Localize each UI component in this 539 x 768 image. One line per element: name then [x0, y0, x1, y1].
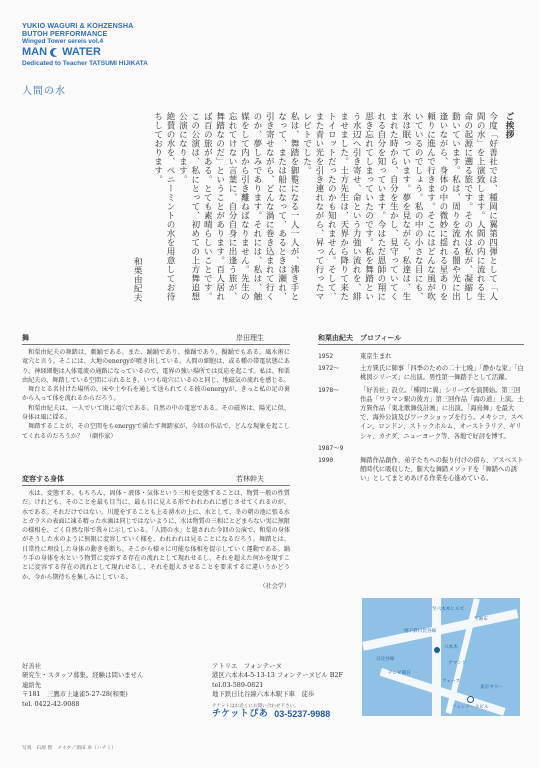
profile-text: 東京生まれ: [360, 353, 392, 360]
profile-year: 1978〜: [318, 386, 340, 394]
essay1-body: [22, 348, 290, 468]
venue-map: [362, 598, 520, 716]
essay1-paragraph: 和栗由紀夫は、一人でいて既に竜穴である。自然の中の電窓である。その磁界は、陽光に似、身体は風に揺る。: [22, 404, 290, 422]
greeting-heading: ご挨拶: [504, 112, 514, 139]
photo-credit: 写真 石原 智 メイク／須田 卓（ハチミ）: [22, 746, 117, 751]
profile-text: 土方巽氏に師事「四季のための二十七晩」「静かな家」「白桃図シリーズ」に出演。男性第一舞踏手として活躍。: [360, 365, 524, 382]
profile-year: 1952: [318, 353, 334, 360]
map-label: 六本木: [444, 645, 458, 650]
profile-year: 1972〜: [318, 365, 340, 373]
company-line: YUKIO WAGURI & KOHZENSHA: [22, 21, 134, 30]
greeting-paragraph: 私は、舞踏を御覧になる一人一人が、沸き手となって、または船になって、あるときは瀬れ、引き寄せながら、どんな渦に巻き込まれて行くのか、夢しみであります。それには、私は、触媒をして内から引き離ねばなりません。先生の忘れてけない言葉に、自分自身に出逢う旅が、舞踏なのだ」ということがあります。百人居れば百の旅がある。とても素晴らしいことです。: [202, 112, 300, 301]
greeting-signature: 和栗由紀夫: [132, 257, 143, 302]
venue-name: アトリエ フォンテーヌ: [212, 662, 282, 670]
ticket-pia-logo: チケットぴあ: [212, 709, 269, 719]
english-title: [22, 46, 148, 58]
org-address: 〒181 三鷹市上連雀5-27-28(和栗): [22, 690, 128, 699]
org-name: 好善社: [22, 662, 42, 670]
org-recruit-note: 研究生・スタッフ募集。経験は問いません: [22, 671, 144, 680]
profile-row: [318, 364, 524, 382]
profile-rule: [318, 344, 524, 345]
profile-row: [318, 352, 524, 361]
venue-tel: tel.03-589-0821: [212, 680, 264, 689]
greeting-paragraph: 絶賛の水を、ペニーミントの水を用意してお待ちしております。: [152, 112, 176, 301]
ticket-note: チケットはお近くにお問い合わせ下さい。: [212, 704, 299, 709]
series-line: Winged Tower sereis vol.4: [22, 38, 104, 46]
essay2-title: 変容する身体: [22, 474, 64, 483]
map-road: [432, 598, 441, 716]
ticket-tel: 03-5237-9988: [274, 709, 331, 719]
essay2-author: 若林幹夫: [236, 475, 264, 483]
profile-text: 「好善社」設立。「種岡に翼」シリーズを演開始。第三回作品「ワラマン駅の彼方」第三回作品「海の道」上演。土方巽作品「東北歌舞伎計画」に出演。「海鳥舞」を最大で、海外公演及びワークショップを行う。メキシコ、スペイン、ロンドン、ストックホルム、オーストラリア、ギリシャ、カナダ、ニューヨーク等、各地で好評を博す。: [360, 386, 524, 440]
organizer-info: [22, 662, 172, 709]
profile-row: [318, 456, 524, 484]
map-label: 至六本木ヒルズ: [432, 607, 465, 612]
profile-title: 和栗由紀夫 プロフィール: [318, 333, 402, 342]
essay1-paragraph: 舞踏することが、その空間をもenergyで満たす舞踏家が、今回の作品で、どんな現象を起こしてくれるのだろうか？ （劇作家）: [22, 423, 290, 440]
essay2-credit: （社会学）: [259, 582, 290, 590]
map-label: 日比谷線: [376, 657, 395, 662]
map-label: 地下鉄日比谷線: [404, 629, 437, 634]
venue-marker-icon: [467, 696, 474, 703]
essay1-paragraph: 舞台とる名付けた場所の、床や土や石を通して送られてくる彼のenergyが、きっと私の足の裏から入って体を流れるからだろう。: [22, 386, 290, 403]
essay2-body: [22, 489, 290, 647]
essay1-author: 岸田理生: [236, 334, 264, 342]
greeting-paragraph: この公演は、私にとって、初めての上方舞追想公演になります。: [177, 112, 200, 301]
ticket-info: [212, 710, 330, 719]
venue-address: 港区六本木4-5-13-13 フォンテーヌビル B2F: [212, 671, 343, 680]
header-block: [22, 22, 148, 67]
greeting-paragraph: 今度「好善社では、種岡に翼第四弾として「人間の水」を上演致します。人間の内に流れる生命の起源に遡る旅です。その水は私が、凝縮し動いています。私は、周りを流れる闇や光に出逢いながら、身体の中の微妙に揺れる星ありを頼りに進んで行きます。そこにはどんな風が吹いているのでしょう。私の中の小さな目にも、氷は眠っています。夢を見ながら、私達は、生まれた時から、自分を生かし、見守っていてくれる自分を知っています。今はただ恩師の翔に思き忘れてしまっていたのです。私を舞踏という水辺へ引き寄せ、命という力強い流れを、緋ませました。土方先生は、天界から降りて来たトイロットだったのかも知れません。そして、また青い光を引き連れながら、昇って行ったマレビトでした。: [301, 112, 498, 301]
profile-row: [318, 444, 524, 453]
performance-type-line: BUTOH PERFORMANCE: [22, 29, 108, 39]
essay2-paragraph: 水は、変態する。もちろん、固体・液体・気体という三相を変態することは、物質一般の性質だ。けれども、そのことを最も目当に、最も目に見える形でわれわれに感じさせてくれるのが、水である。それだけではない。川遊をすることも上る湧水の上に、水として、冬の朝の池に張る水とガラスの表面に凍る精った水滴は同じではないように、水は物質の三相にとどまらない実に無限の様相を、ごく自然な形で我々に示している。「人間の水」と題された今回の公演で、和栗の身体がそうした水のように無限に変容していく様を、われわれは見ることになるだろう。舞踏とは、日常性に埋没した身体の動きを断ち、そこから様々に可能な体相を提示していく運動である。踊り手の身体を水という物質に変容する存在の流れとして現れせるし、それを超えた何かを現すことに変容する存在の流れとして現れせるし、それを超えさせることを要求するに違いうかどうか、今から期待ちを集しみにしている。: [22, 490, 291, 581]
profile-year: 1990: [318, 457, 334, 465]
greeting-vertical-text: [132, 112, 515, 302]
org-address-label: 連絡先: [22, 680, 42, 689]
essay1-paragraph: 和栗由紀夫の舞踏は、劇踊である。また、踊踊であり、操踊であり、擬踊でもある。風水術に竜穴と言う。そこには、大地のenergyが噴き出している。人間の細胞は、或る種の帯電状態にあり、神経細胞は人体電流の通路になっているので、電界の強い場所では反応を起こす。私は、和栗由紀夫の、舞踏している空間に示れるとき、いつも竜穴にいるのと同じ、地磁気の流れを感じる。: [22, 349, 290, 384]
profile-text: [360, 444, 524, 453]
map-label: 東京タワー: [480, 685, 503, 690]
japanese-title: 人間の水: [22, 86, 66, 97]
essay1-rule: [22, 344, 290, 345]
venue-info: [212, 662, 382, 700]
profile-year: 1987〜9: [318, 444, 344, 452]
essay2-rule: [22, 485, 290, 486]
map-label: テレビ朝日: [388, 671, 411, 676]
map-label: ウェーブ: [442, 679, 460, 684]
essay1-title: 舞: [22, 333, 29, 342]
title-man: MAN: [22, 46, 48, 59]
org-tel: tel. 0422-42-9088: [22, 699, 80, 708]
venue-access: 地下鉄日比谷線六本木駅下車 徒歩: [212, 690, 315, 699]
dedication-line: Dedicated to Teacher TATSUMI HIJIKATA: [22, 59, 148, 67]
profile-row: [318, 386, 524, 441]
title-water: WATER: [62, 46, 101, 59]
map-label: 至麻布: [474, 617, 488, 622]
profile-text: 舞踏作品創作、弟子たちへの振り付けの傍ら、アスベスト館時代に吸収した、膨大な舞踏メソッドを「舞踏への誘い」としてまとめあげる作業を心進めている。: [360, 457, 524, 483]
station-marker-icon: [434, 647, 440, 653]
profile-list: [318, 352, 524, 487]
map-label: フォンテーヌビル: [452, 705, 489, 710]
crescent-moon-icon: [50, 48, 59, 57]
map-label: アマンド: [448, 661, 467, 666]
